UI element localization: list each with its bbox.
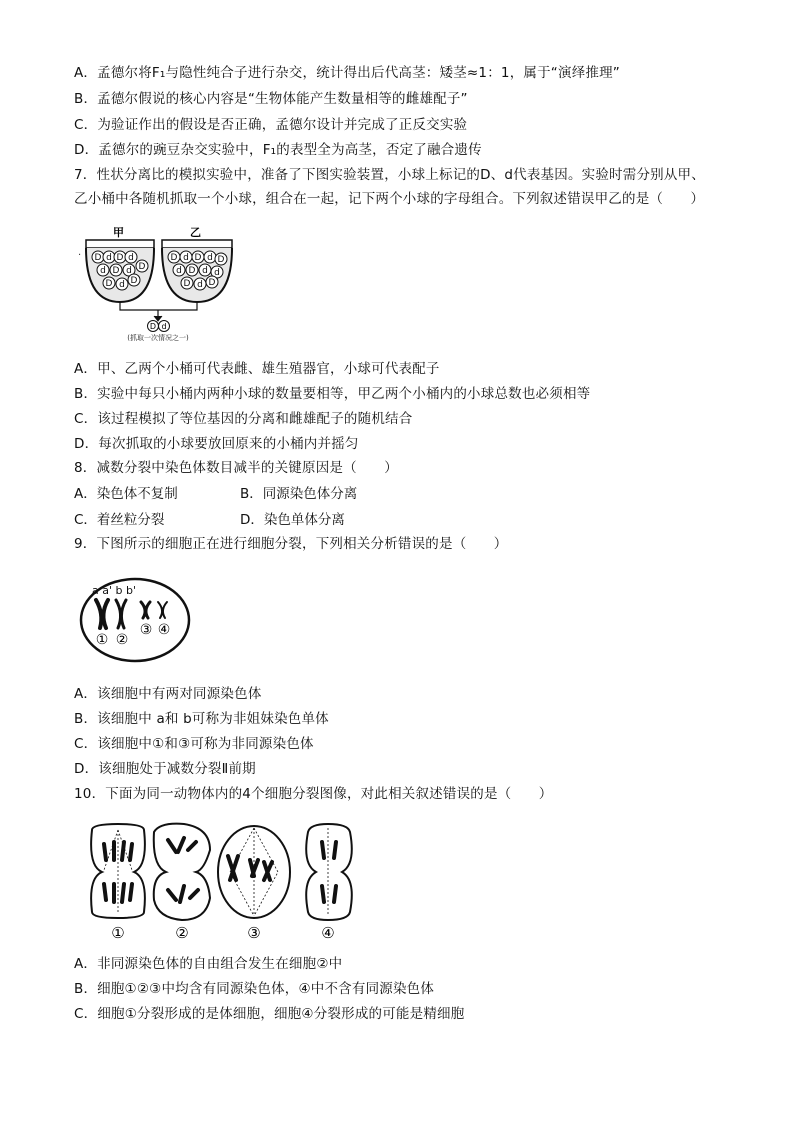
svg-text:D: D [116,253,124,263]
q8-option-c: C．着丝粒分裂 [74,512,165,528]
q6-option-b: B．孟德尔假说的核心内容是“生物体能产生数量相等的雌雄配子” [74,91,468,107]
q7-stem-line1: 7．性状分离比的模拟实验中，准备了下图实验装置，小球上标记的D、d代表基因。实验时需分别从甲、 [74,167,705,183]
label-chrom-1: ① [95,632,109,648]
q9-option-c: C．该细胞中①和③可称为非同源染色体 [74,736,314,752]
svg-text:D: D [130,276,138,286]
q7-option-d: D．每次抓取的小球要放回原来的小桶内并摇匀 [74,436,359,452]
svg-text:D: D [208,278,216,288]
q9-stem: 9．下图所示的细胞正在进行细胞分裂，下列相关分析错误的是（ ） [74,536,508,552]
bucket-left-label: 甲 [113,226,124,239]
q9-option-a: A．该细胞中有两对同源染色体 [74,686,262,702]
svg-text:d: d [128,253,134,263]
q7-stem-line2: 乙小桶中各随机抓取一个小球，组合在一起，记下两个小球的字母组合。下列叙述错误甲乙的是（ ） [74,191,705,207]
svg-text:D: D [105,279,113,289]
svg-text:d: d [207,253,213,263]
svg-text:d: d [183,253,189,263]
svg-text:D: D [138,262,146,272]
drawn-ball-d: d [161,322,167,331]
q6-option-a: A．孟德尔将F₁与隐性纯合子进行杂交，统计得出后代高茎：矮茎≈1：1，属于“演绎推理” [74,65,620,81]
chromatid-labels: a a' b b' [92,584,136,597]
label-chrom-3: ③ [139,622,153,638]
label-cell-1: ① [111,924,125,942]
figure-caption: (抓取一次情况之一) [127,334,189,342]
svg-text:D: D [217,255,225,265]
svg-text:D: D [188,266,196,276]
svg-text:d: d [119,280,125,290]
q7-option-c: C．该过程模拟了等位基因的分离和雌雄配子的随机结合 [74,411,413,427]
svg-text:·: · [78,250,82,261]
label-chrom-2: ② [115,632,129,648]
q8-option-a: A．染色体不复制 [74,486,178,502]
svg-text:D: D [170,253,178,263]
svg-text:D: D [194,253,202,263]
q8-option-b: B．同源染色体分离 [240,486,358,502]
q6-option-d: D．孟德尔的豌豆杂交实验中，F₁的表型全为高茎，否定了融合遗传 [74,142,482,158]
q10-option-c: C．细胞①分裂形成的是体细胞，细胞④分裂形成的可能是精细胞 [74,1006,465,1022]
label-chrom-4: ④ [157,622,171,638]
svg-text:d: d [176,266,182,276]
svg-text:d: d [100,266,106,276]
q7-option-a: A．甲、乙两个小桶可代表雌、雄生殖器官，小球可代表配子 [74,361,440,377]
q8-option-d: D．染色单体分离 [240,512,345,528]
q10-option-b: B．细胞①②③中均含有同源染色体，④中不含有同源染色体 [74,981,435,997]
svg-text:d: d [106,253,112,263]
q7-bucket-figure [76,222,256,344]
label-cell-3: ③ [247,924,261,942]
svg-text:d: d [126,266,132,276]
svg-text:d: d [214,268,220,278]
q8-stem: 8．减数分裂中染色体数目减半的关键原因是（ ） [74,460,398,476]
q10-option-a: A．非同源染色体的自由组合发生在细胞②中 [74,956,343,972]
q9-option-d: D．该细胞处于减数分裂Ⅱ前期 [74,761,256,777]
q9-option-b: B．该细胞中 a和 b可称为非姐妹染色单体 [74,711,329,727]
drawn-ball-D: D [149,322,157,331]
label-cell-4: ④ [321,924,335,942]
bucket-right-label: 乙 [190,226,201,239]
q10-cells-figure [84,820,374,942]
q10-stem: 10．下面为同一动物体内的4个细胞分裂图像，对此相关叙述错误的是（ ） [74,786,553,802]
svg-text:D: D [183,279,191,289]
svg-text:d: d [202,266,208,276]
q6-option-c: C．为验证作出的假设是否正确，孟德尔设计并完成了正反交实验 [74,117,468,133]
q7-option-b: B．实验中每只小桶内两种小球的数量要相等，甲乙两个小桶内的小球总数也必须相等 [74,386,591,402]
svg-text:d: d [197,280,203,290]
q9-cell-figure [78,576,192,666]
svg-text:D: D [94,253,102,263]
svg-text:D: D [112,266,120,276]
label-cell-2: ② [175,924,189,942]
